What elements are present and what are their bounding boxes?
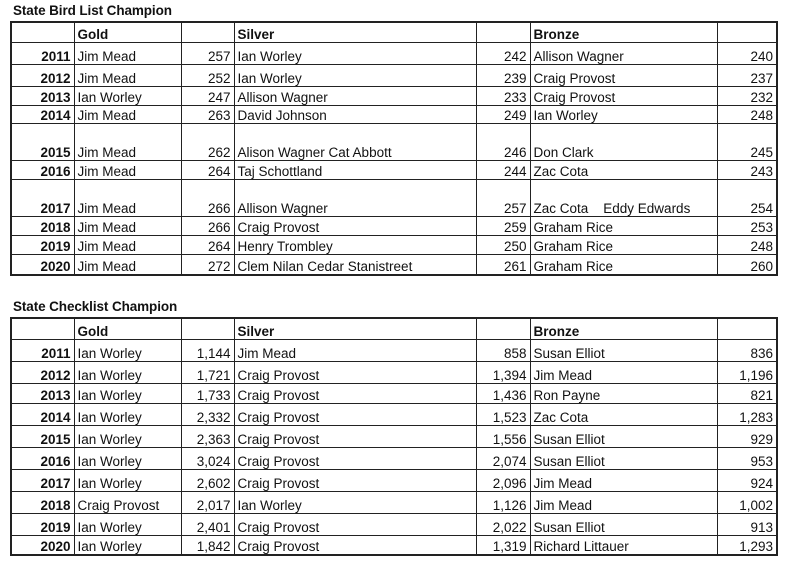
silver-name-cell: Craig Provost [234,425,476,447]
year-cell: 2014 [11,105,74,123]
bronze-name-cell: Don Clark [530,123,717,160]
bronze-count-cell: 260 [717,254,777,275]
year-cell: 2012 [11,361,74,383]
table-row [11,383,777,403]
bronze-count-cell: 836 [717,339,777,361]
table-row [11,216,777,235]
gold-name-cell: Ian Worley [74,469,181,491]
bronze-name-cell: Jim Mead [530,491,717,513]
silver-name-cell: Jim Mead [234,339,476,361]
table-row [11,513,777,535]
gold-name-cell: Ian Worley [74,339,181,361]
gold-count-cell: 1,721 [181,361,234,383]
gold-name-cell: Jim Mead [74,42,181,64]
silver-name-cell: Craig Provost [234,403,476,425]
silver-name-cell: Craig Provost [234,535,476,555]
year-cell: 2020 [11,254,74,275]
table-row [11,105,777,123]
bronze-count-cell: 929 [717,425,777,447]
bronze-count-cell: 243 [717,160,777,179]
silver-name-cell: David Johnson [234,105,476,123]
silver-count-cell: 246 [476,123,530,160]
silver-count-cell: 2,022 [476,513,530,535]
table-row [11,403,777,425]
year-cell: 2018 [11,491,74,513]
header-gold-count [181,22,234,42]
bronze-count-cell: 1,002 [717,491,777,513]
silver-count-cell: 242 [476,42,530,64]
silver-name-cell: Allison Wagner [234,86,476,105]
year-cell: 2012 [11,64,74,86]
year-cell: 2011 [11,339,74,361]
bronze-name-cell: Susan Elliot [530,425,717,447]
silver-count-cell: 1,436 [476,383,530,403]
bronze-count-cell: 245 [717,123,777,160]
checklist-champion-title: State Checklist Champion [13,299,178,314]
table-row [11,361,777,383]
header-bronze-count [717,22,777,42]
silver-name-cell: Craig Provost [234,361,476,383]
bronze-count-cell: 254 [717,179,777,216]
silver-count-cell: 2,096 [476,469,530,491]
year-cell: 2014 [11,403,74,425]
bronze-count-cell: 240 [717,42,777,64]
bird-list-champion-table [10,21,778,276]
table-row [11,447,777,469]
bird-list-champion-title: State Bird List Champion [13,3,172,18]
gold-count-cell: 264 [181,160,234,179]
table-row [11,491,777,513]
gold-name-cell: Jim Mead [74,123,181,160]
bronze-count-cell: 1,196 [717,361,777,383]
header-silver: Silver [234,22,476,42]
gold-count-cell: 257 [181,42,234,64]
bronze-count-cell: 1,293 [717,535,777,555]
bronze-name-cell: Jim Mead [530,469,717,491]
year-cell: 2017 [11,469,74,491]
bronze-name-cell: Graham Rice [530,235,717,254]
gold-count-cell: 247 [181,86,234,105]
silver-name-cell: Craig Provost [234,383,476,403]
bronze-count-cell: 913 [717,513,777,535]
year-cell: 2018 [11,216,74,235]
gold-name-cell: Ian Worley [74,535,181,555]
header-silver-count [476,318,530,339]
bronze-count-cell: 1,283 [717,403,777,425]
silver-count-cell: 1,394 [476,361,530,383]
bronze-name-cell: Allison Wagner [530,42,717,64]
silver-name-cell: Alison Wagner Cat Abbott [234,123,476,160]
bronze-count-cell: 232 [717,86,777,105]
gold-name-cell: Ian Worley [74,425,181,447]
table-row [11,469,777,491]
year-cell: 2020 [11,535,74,555]
silver-name-cell: Clem Nilan Cedar Stanistreet [234,254,476,275]
silver-count-cell: 250 [476,235,530,254]
bronze-count-cell: 237 [717,64,777,86]
bronze-name-cell: Ron Payne [530,383,717,403]
year-cell: 2015 [11,425,74,447]
gold-name-cell: Ian Worley [74,361,181,383]
header-gold: Gold [74,22,181,42]
header-row [11,318,777,339]
header-year [11,22,74,42]
gold-name-cell: Jim Mead [74,179,181,216]
gold-count-cell: 272 [181,254,234,275]
silver-name-cell: Craig Provost [234,469,476,491]
gold-count-cell: 262 [181,123,234,160]
gold-name-cell: Ian Worley [74,403,181,425]
year-cell: 2016 [11,447,74,469]
silver-count-cell: 257 [476,179,530,216]
table-row [11,160,777,179]
silver-count-cell: 244 [476,160,530,179]
gold-count-cell: 252 [181,64,234,86]
gold-count-cell: 266 [181,216,234,235]
silver-count-cell: 261 [476,254,530,275]
bronze-name-cell: Susan Elliot [530,513,717,535]
bronze-name-cell: Craig Provost [530,64,717,86]
gold-name-cell: Ian Worley [74,447,181,469]
silver-count-cell: 239 [476,64,530,86]
checklist-champion-table [10,317,778,556]
gold-name-cell: Ian Worley [74,86,181,105]
silver-name-cell: Ian Worley [234,491,476,513]
silver-count-cell: 259 [476,216,530,235]
bronze-name-cell: Jim Mead [530,361,717,383]
gold-count-cell: 1,842 [181,535,234,555]
year-cell: 2013 [11,86,74,105]
gold-count-cell: 1,144 [181,339,234,361]
gold-count-cell: 2,401 [181,513,234,535]
table-row [11,254,777,275]
silver-count-cell: 1,319 [476,535,530,555]
year-cell: 2019 [11,513,74,535]
gold-name-cell: Ian Worley [74,383,181,403]
silver-count-cell: 858 [476,339,530,361]
bronze-name-cell: Richard Littauer [530,535,717,555]
gold-count-cell: 2,363 [181,425,234,447]
bronze-name-cell: Graham Rice [530,254,717,275]
year-cell: 2011 [11,42,74,64]
year-cell: 2016 [11,160,74,179]
year-cell: 2017 [11,179,74,216]
silver-count-cell: 233 [476,86,530,105]
table-row [11,179,777,216]
gold-name-cell: Jim Mead [74,160,181,179]
table-row [11,235,777,254]
header-bronze-count [717,318,777,339]
bronze-name-cell: Ian Worley [530,105,717,123]
bronze-name-cell: Zac Cota Eddy Edwards [530,179,717,216]
silver-name-cell: Ian Worley [234,64,476,86]
silver-name-cell: Allison Wagner [234,179,476,216]
gold-name-cell: Jim Mead [74,235,181,254]
bronze-count-cell: 248 [717,235,777,254]
bronze-name-cell: Susan Elliot [530,447,717,469]
gold-name-cell: Jim Mead [74,254,181,275]
year-cell: 2013 [11,383,74,403]
gold-name-cell: Jim Mead [74,105,181,123]
gold-count-cell: 2,602 [181,469,234,491]
bronze-count-cell: 953 [717,447,777,469]
gold-count-cell: 1,733 [181,383,234,403]
gold-count-cell: 2,017 [181,491,234,513]
header-gold-count [181,318,234,339]
silver-count-cell: 1,126 [476,491,530,513]
silver-name-cell: Craig Provost [234,216,476,235]
gold-count-cell: 264 [181,235,234,254]
header-gold: Gold [74,318,181,339]
silver-name-cell: Craig Provost [234,447,476,469]
header-bronze: Bronze [530,22,717,42]
gold-name-cell: Jim Mead [74,216,181,235]
bronze-name-cell: Craig Provost [530,86,717,105]
bronze-name-cell: Graham Rice [530,216,717,235]
gold-name-cell: Ian Worley [74,513,181,535]
header-row [11,22,777,42]
bronze-name-cell: Zac Cota [530,160,717,179]
table-row [11,86,777,105]
bronze-name-cell: Zac Cota [530,403,717,425]
header-bronze: Bronze [530,318,717,339]
silver-count-cell: 1,556 [476,425,530,447]
silver-count-cell: 2,074 [476,447,530,469]
table-row [11,535,777,555]
table-row [11,42,777,64]
bronze-name-cell: Susan Elliot [530,339,717,361]
table-row [11,64,777,86]
bronze-count-cell: 924 [717,469,777,491]
gold-count-cell: 3,024 [181,447,234,469]
gold-count-cell: 2,332 [181,403,234,425]
year-cell: 2015 [11,123,74,160]
bronze-count-cell: 253 [717,216,777,235]
silver-name-cell: Craig Provost [234,513,476,535]
gold-count-cell: 263 [181,105,234,123]
gold-name-cell: Jim Mead [74,64,181,86]
silver-name-cell: Henry Trombley [234,235,476,254]
header-silver: Silver [234,318,476,339]
silver-name-cell: Ian Worley [234,42,476,64]
silver-count-cell: 249 [476,105,530,123]
table-row [11,425,777,447]
gold-count-cell: 266 [181,179,234,216]
bronze-count-cell: 248 [717,105,777,123]
bronze-count-cell: 821 [717,383,777,403]
gold-name-cell: Craig Provost [74,491,181,513]
silver-count-cell: 1,523 [476,403,530,425]
table-row [11,339,777,361]
year-cell: 2019 [11,235,74,254]
header-year [11,318,74,339]
header-silver-count [476,22,530,42]
table-row [11,123,777,160]
silver-name-cell: Taj Schottland [234,160,476,179]
